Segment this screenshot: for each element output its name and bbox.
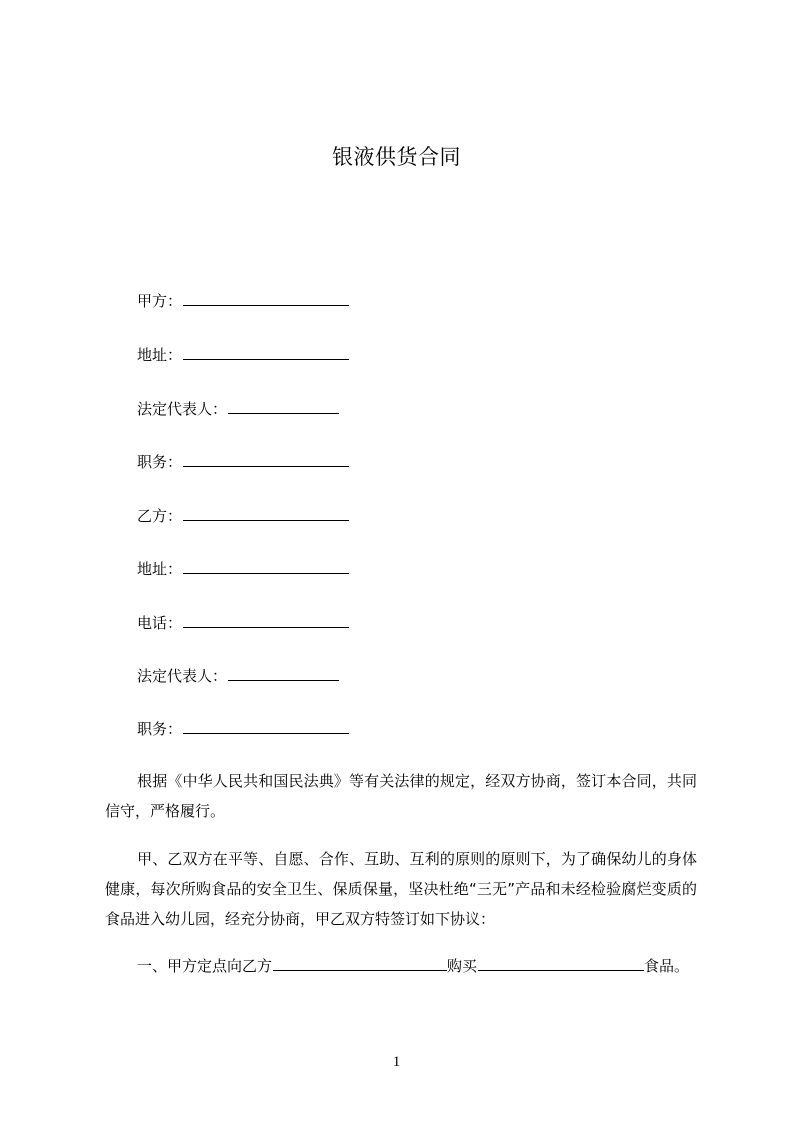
clause-1 [137, 956, 689, 976]
party-b-blank[interactable] [183, 506, 349, 521]
clause-1-goods-blank[interactable] [478, 956, 644, 971]
clause-1-supplier-blank[interactable] [273, 956, 447, 971]
clause-1-part2: 购买 [447, 957, 478, 975]
party-a-representative-blank[interactable] [228, 399, 339, 414]
party-b-address-field [137, 559, 349, 579]
clause-1-part1: 一、甲方定点向乙方 [137, 957, 273, 975]
party-a-field [137, 291, 349, 311]
party-b-representative-label: 法定代表人： [137, 667, 228, 685]
party-a-position-blank[interactable] [183, 452, 349, 467]
party-b-position-field [137, 719, 349, 739]
legal-basis-paragraph [105, 766, 697, 826]
party-a-address-label: 地址： [137, 346, 183, 364]
party-b-field [137, 506, 349, 526]
page-number: 1 [392, 1054, 401, 1070]
party-a-blank[interactable] [183, 291, 349, 306]
purpose-text: 甲、乙双方在平等、自愿、合作、互助、互利的原则的原则下，为了确保幼儿的身体健康，每次所购食品的安全卫生、保质保量，坚决杜绝“三无”产品和未经检验腐烂变质的食品进入幼儿园，经充分协商，甲乙双方特签订如下协议： [105, 850, 697, 928]
legal-basis-text: 根据《中华人民共和国民法典》等有关法律的规定，经双方协商，签订本合同，共同信守，严格履行。 [105, 772, 697, 820]
party-b-phone-blank[interactable] [183, 613, 349, 628]
party-b-address-blank[interactable] [183, 559, 349, 574]
party-a-address-field [137, 345, 349, 365]
party-b-representative-blank[interactable] [228, 666, 339, 681]
purpose-paragraph [105, 844, 697, 934]
party-a-label: 甲方： [137, 292, 183, 310]
party-a-representative-field [137, 399, 339, 419]
clause-1-part3: 食品。 [644, 957, 690, 975]
party-a-address-blank[interactable] [183, 345, 349, 360]
party-b-position-blank[interactable] [183, 719, 349, 734]
party-b-representative-field [137, 666, 339, 686]
party-b-label: 乙方： [137, 507, 183, 525]
party-a-position-label: 职务： [137, 453, 183, 471]
party-b-address-label: 地址： [137, 560, 183, 578]
party-b-position-label: 职务： [137, 720, 183, 738]
party-a-representative-label: 法定代表人： [137, 400, 228, 418]
party-a-position-field [137, 452, 349, 472]
party-b-phone-field [137, 613, 349, 633]
document-title: 银液供货合同 [332, 145, 461, 169]
party-b-phone-label: 电话： [137, 614, 183, 632]
